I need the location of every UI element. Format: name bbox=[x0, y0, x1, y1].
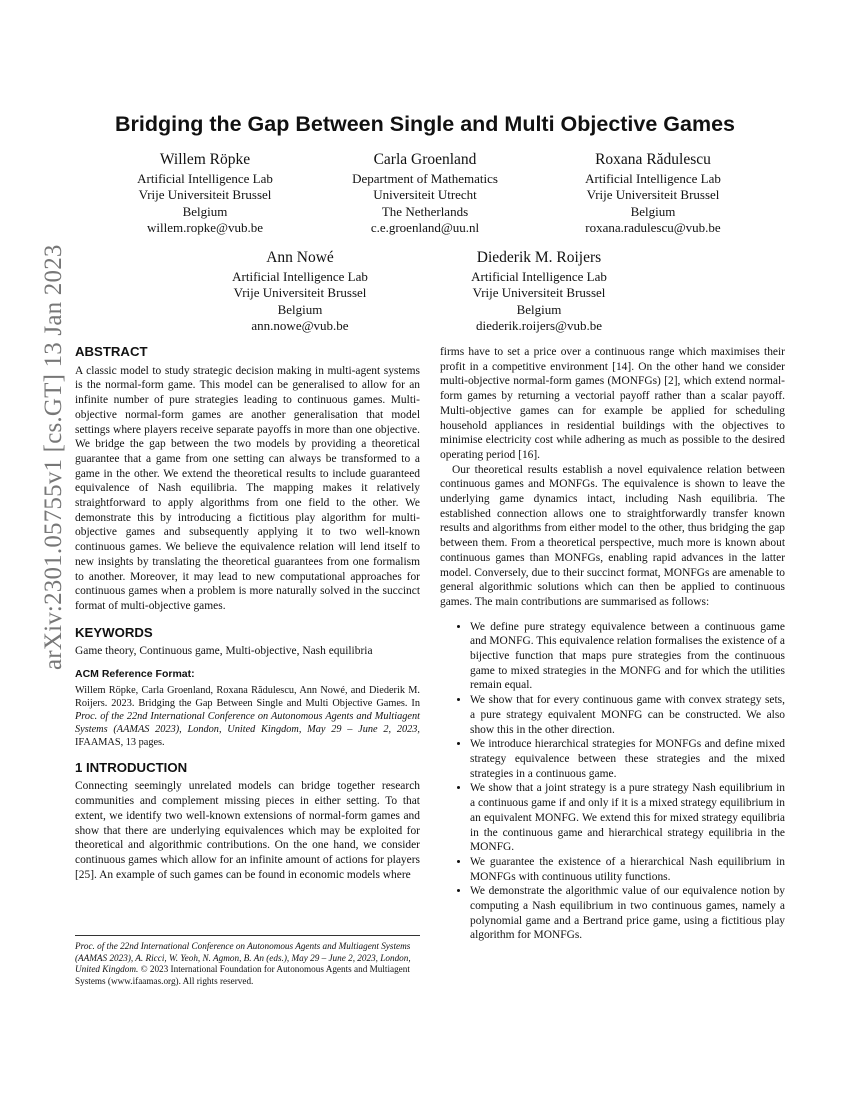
author-email: ann.nowe@vub.be bbox=[251, 318, 349, 333]
author-email: diederik.roijers@vub.be bbox=[475, 318, 603, 333]
author-email: willem.ropke@vub.be bbox=[147, 220, 263, 235]
acm-reference-heading: ACM Reference Format: bbox=[75, 668, 195, 681]
author-country: Belgium bbox=[630, 203, 676, 219]
contributions-list bbox=[440, 620, 785, 943]
introduction-paragraph-continued: firms have to set a price over a continuous range which maximises their profit in a competitive environment [14]. On the other hand we consider multi-objective normal-form games (MONFGs) [2], which extend normal-form games by returning a vectorial payoff rather than a scalar payoff. Multi-objective games can for example be applied for scheduling household appliances in residential buildings with the objectives to minimise electricity cost while adhering as much as possible to the desired operating period [16]. bbox=[440, 346, 785, 461]
author-affiliation: Department of Mathematics bbox=[352, 170, 498, 186]
author-affiliation: Artificial Intelligence Lab bbox=[585, 170, 721, 186]
paper-title: Bridging the Gap Between Single and Multi Objective Games bbox=[114, 112, 736, 136]
list-item: • We demonstrate the algorithmic value of our equivalence notion by computing a Nash equilibrium in two continuous games, namely a polynomial game and a Bertrand price game, using a fictitious play algorithm for MONFGs. bbox=[470, 884, 785, 943]
arxiv-stamp-text: arXiv:2301.05755v1 [cs.GT] 13 Jan 2023 bbox=[40, 244, 67, 670]
author-institution: Vrije Universiteit Brussel bbox=[233, 285, 367, 300]
acm-reference-venue: Proc. of the 22nd International Conference on Autonomous Agents and Multiagent Systems (AAMAS 2023), London, United Kingdom, May 29 – June 2, 2023, bbox=[75, 710, 420, 735]
author-institution: Vrije Universiteit Brussel bbox=[472, 285, 606, 300]
arxiv-stamp bbox=[0, 0, 67, 1100]
list-item: • We show that a joint strategy is a pure strategy Nash equilibrium in a continuous game if and only if it is a mixed strategy equilibrium in an equivalent MONFG. We extend this for mixed strategy equilibria in the continuous game and hierarchical strategy equilibria in the MONFG. bbox=[470, 781, 785, 855]
author-name: Ann Nowé bbox=[266, 249, 334, 266]
introduction-paragraph: Our theoretical results establish a novel equivalence relation between continuous games and MONFGs. The equivalence is shown to leave the underlying game dynamics intact, including Nash equilibria. The established connection allows one to straightforwardly transfer known results and algorithms from either model to the other, thus bridging the gap between them. From a theoretical perspective, much more is known about continuous games than MONFGs, enabling rapid advances in the latter model. Conversely, due to their succinct format, MONFGs are amenable to general algorithmic solutions which can then be applied to continuous games. The main contributions are summarised as follows: bbox=[440, 463, 785, 608]
right-column bbox=[440, 345, 785, 943]
author-country: Belgium bbox=[277, 301, 323, 317]
author-institution: Vrije Universiteit Brussel bbox=[138, 187, 272, 202]
author-country: Belgium bbox=[182, 203, 228, 219]
abstract-text: A classic model to study strategic decision making in multi-agent systems is the normal-form game. This model can be generalised to allow for an infinite number of pure strategies leading to continuous games. Multi-objective normal-form games are another generalisation that model settings where players receive separate payoffs in more than one objective. We bridge the gap between the two models by providing a theoretical guarantee that a game from one setting can always be transformed to a game in the other. We extend the theoretical results to include guaranteed equivalence of Nash equilibria. The mapping makes it relatively straightforward to apply algorithms from one field to the other. We demonstrate this by introducing a fictitious play algorithm for multi-objective games and subsequently applying it to two well-known continuous games. We believe the equivalence relation will lend itself to new insights by translating the theoretical guarantees from one formalism to another. Moreover, it may lead to new computational approaches for continuous games when a problem is more naturally solved in the succinct format of multi-objective games. bbox=[75, 364, 420, 612]
author-country: Belgium bbox=[516, 301, 562, 317]
keywords-text: Game theory, Continuous game, Multi-objective, Nash equilibria bbox=[75, 645, 373, 658]
acm-reference-tail: IFAAMAS, 13 pages. bbox=[75, 736, 165, 748]
author-email: c.e.groenland@uu.nl bbox=[370, 220, 480, 235]
abstract-heading: ABSTRACT bbox=[75, 344, 148, 359]
author-name: Carla Groenland bbox=[373, 151, 477, 168]
introduction-paragraph: Connecting seemingly unrelated models can bridge together research communities and complement missing pieces in either setting. To that extent, we identify two well-known extensions of normal-form games and show that there are underlying equivalences which may be exploited for theoretical and algorithmic contributions. On the one hand, we consider continuous games which allow for an infinite amount of actions for players [25]. An example of such games can be found in economic models where bbox=[75, 780, 420, 881]
left-column bbox=[75, 345, 420, 882]
list-item: • We guarantee the existence of a hierarchical Nash equilibrium in MONFGs with continuous utility functions. bbox=[470, 855, 785, 884]
author-institution: Universiteit Utrecht bbox=[373, 187, 477, 202]
list-item: • We show that for every continuous game with convex strategy sets, a pure strategy equivalent MONFG can be constructed. We also show this in the other direction. bbox=[470, 693, 785, 737]
footnote-venue: Proc. of the 22nd International Conference on Autonomous Agents and Multiagent Systems (AAMAS 2023), A. Ricci, W. Yeoh, N. Agmon, B. An (eds.), May 29 – June 2, 2023, London, United Kingdom. bbox=[75, 941, 411, 974]
author-block bbox=[170, 250, 430, 335]
list-item: • We define pure strategy equivalence between a continuous game and MONFG. This equivalence relation formalises the existence of a bijective function that maps pure strategies from the continuous game to mixed strategies in the MONFG and for which the utilities remain equal. bbox=[470, 620, 785, 694]
introduction-heading: 1 INTRODUCTION bbox=[75, 759, 188, 775]
author-block bbox=[523, 152, 783, 237]
author-institution: Vrije Universiteit Brussel bbox=[586, 187, 720, 202]
acm-reference-text bbox=[75, 684, 420, 749]
author-block bbox=[295, 152, 555, 237]
footnote-copyright: © 2023 International Foundation for Autonomous Agents and Multiagent Systems (www.ifaamas.org). All rights reserved. bbox=[75, 964, 410, 986]
footnote bbox=[75, 935, 420, 987]
author-name: Diederik M. Roijers bbox=[476, 249, 602, 266]
keywords-heading: KEYWORDS bbox=[75, 624, 153, 640]
author-name: Willem Röpke bbox=[159, 151, 251, 168]
acm-reference-main: Willem Röpke, Carla Groenland, Roxana Rădulescu, Ann Nowé, and Diederik M. Roijers. 2023. Bridging the Gap Between Single and Multi Objective Games. In bbox=[75, 684, 420, 709]
author-affiliation: Artificial Intelligence Lab bbox=[471, 268, 607, 284]
author-email: roxana.radulescu@vub.be bbox=[585, 220, 721, 235]
list-item: • We introduce hierarchical strategies for MONFGs and define mixed strategy equivalence between these strategies and the mixed strategies in a continuous game. bbox=[470, 737, 785, 781]
author-name: Roxana Rădulescu bbox=[595, 151, 711, 168]
author-affiliation: Artificial Intelligence Lab bbox=[232, 268, 368, 284]
author-affiliation: Artificial Intelligence Lab bbox=[137, 170, 273, 186]
author-country: The Netherlands bbox=[381, 203, 469, 219]
author-block bbox=[409, 250, 669, 335]
